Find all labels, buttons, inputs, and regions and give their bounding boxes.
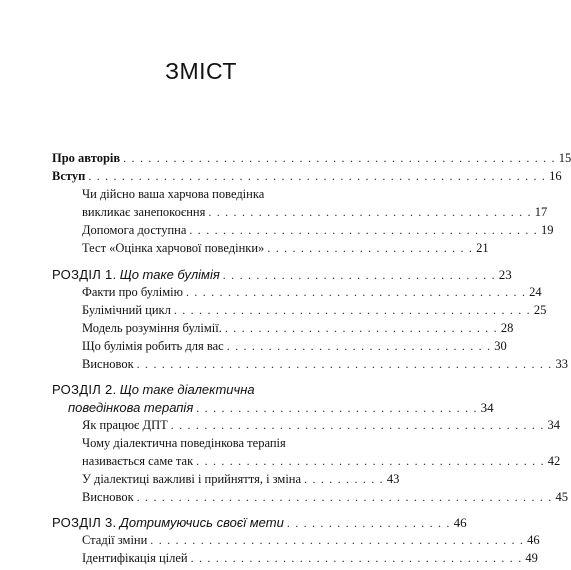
toc-entry-text: Ідентифікація цілей — [82, 551, 188, 565]
toc-page-number: 45 — [555, 490, 568, 504]
toc-entry-text: викликає занепокоєння — [82, 205, 206, 219]
toc-page-number: 25 — [533, 303, 547, 317]
toc-entry-text-line1[interactable]: Чому діалектична поведінкова терапія — [82, 436, 286, 450]
chapter-name-line2: поведінкова терапія — [68, 400, 194, 415]
chapter-label: РОЗДІЛ 2. — [52, 382, 117, 397]
toc-page-number: 34 — [547, 418, 561, 432]
chapter-label: РОЗДІЛ 1. — [52, 267, 117, 282]
toc-entry-about-authors[interactable]: Про авторів . . . . . . . . . . . . . . . . . . . . . . . . . . . . . . . . . . . . . . . . . . . . . . . . . . . . 15 — [52, 151, 571, 165]
toc-entry-how-dbt-works[interactable]: Як працює ДПТ . . . . . . . . . . . . . . . . . . . . . . . . . . . . . . . . . . . . . . . . . . . . . 34 — [82, 418, 561, 432]
toc-page-number: 23 — [498, 267, 512, 282]
toc-page-number: 21 — [476, 241, 489, 255]
toc-chapter-3[interactable]: РОЗДІЛ 3. Дотримуючись своєї мети . . . . . . . . . . . . . . . . . . . . 46 — [52, 515, 467, 530]
toc-page-number: 17 — [534, 205, 548, 219]
toc-entry-text: Тест «Оцінка харчової поведінки» — [82, 241, 265, 255]
toc-page-number: 30 — [494, 339, 507, 353]
toc-entry-bulimia-does[interactable]: Що булімія робить для вас . . . . . . . . . . . . . . . . . . . . . . . . . . . . . . . . 30 — [82, 339, 507, 353]
toc-entry-text: називається саме так — [82, 454, 194, 468]
toc-page-number: 16 — [549, 169, 562, 183]
toc-entry-bulimic-cycle[interactable]: Булімічний цикл . . . . . . . . . . . . . . . . . . . . . . . . . . . . . . . . . . . . . . . . . . . 25 — [82, 303, 547, 317]
toc-chapter-2[interactable]: поведінкова терапія . . . . . . . . . . . . . . . . . . . . . . . . . . . . . . . . . . 34 — [68, 400, 494, 415]
chapter-name: Що таке діалектична — [119, 382, 255, 397]
toc-page-number: 33 — [555, 357, 568, 371]
toc-entry-text: Що булімія робить для вас — [82, 339, 224, 353]
toc-entry-text: Висновок — [82, 490, 134, 504]
toc-entry-conclusion-2[interactable]: Висновок . . . . . . . . . . . . . . . . . . . . . . . . . . . . . . . . . . . . . . . . . . . . . . . . . . 45 — [82, 490, 568, 504]
toc-entry-stages-of-change[interactable]: Стадії зміни . . . . . . . . . . . . . . . . . . . . . . . . . . . . . . . . . . . . . . . . . . . . . 46 — [82, 533, 540, 547]
toc-entry-bulimia-facts[interactable]: Факти про булімію . . . . . . . . . . . . . . . . . . . . . . . . . . . . . . . . . . . . . . . . . 24 — [82, 285, 542, 299]
toc-entry-eating-concern[interactable]: викликає занепокоєння . . . . . . . . . . . . . . . . . . . . . . . . . . . . . . . . . . . . . . . 17 — [82, 205, 548, 219]
toc-chapter-2-line1[interactable] — [52, 383, 255, 396]
toc-page-number: 19 — [541, 223, 554, 237]
toc-entry-bulimia-model[interactable]: Модель розуміння булімії. . . . . . . . . . . . . . . . . . . . . . . . . . . . . . . . . . 28 — [82, 321, 514, 335]
chapter-label: РОЗДІЛ 3. — [52, 515, 117, 530]
toc-page-number: 46 — [527, 533, 540, 547]
toc-entry-conclusion-1[interactable]: Висновок . . . . . . . . . . . . . . . . . . . . . . . . . . . . . . . . . . . . . . . . . . . . . . . . . . 33 — [82, 357, 568, 371]
toc-entry-text: Модель розуміння булімії. — [82, 321, 222, 335]
toc-page-number: 24 — [529, 285, 542, 299]
toc-page-number: 49 — [525, 551, 538, 565]
toc-page-number: 15 — [558, 151, 571, 165]
toc-entry-text: Про авторів — [52, 151, 121, 165]
toc-entry-text: Стадії зміни — [82, 533, 148, 547]
toc-entry-goal-identification[interactable]: Ідентифікація цілей . . . . . . . . . . . . . . . . . . . . . . . . . . . . . . . . . . . . . . . . 49 — [82, 551, 538, 565]
toc-entry-why-called[interactable]: називається саме так . . . . . . . . . . . . . . . . . . . . . . . . . . . . . . . . . . . . . . . . . . 42 — [82, 454, 561, 468]
page-title: ЗМІСТ — [165, 58, 237, 84]
chapter-name: Що таке булімія — [119, 267, 220, 282]
toc-page-number: 28 — [500, 321, 514, 335]
toc-entry-text: Булімічний цикл — [82, 303, 171, 317]
toc-entry-text-line1[interactable]: Чи дійсно ваша харчова поведінка — [82, 187, 265, 201]
toc-page-number: 42 — [547, 454, 561, 468]
toc-entry-text: Висновок — [82, 357, 134, 371]
toc-page-number: 43 — [386, 472, 400, 486]
toc-entry-eating-test[interactable]: Тест «Оцінка харчової поведінки» . . . . . . . . . . . . . . . . . . . . . . . . . 21 — [82, 241, 489, 255]
toc-chapter-1[interactable]: РОЗДІЛ 1. Що таке булімія . . . . . . . . . . . . . . . . . . . . . . . . . . . . . . . . . 23 — [52, 267, 512, 282]
toc-page-number: 34 — [480, 400, 494, 415]
chapter-name: Дотримуючись своєї мети — [119, 515, 284, 530]
toc-entry-text: Факти про булімію — [82, 285, 183, 299]
toc-page-number: 46 — [453, 515, 467, 530]
toc-entry-text: Вступ — [52, 169, 86, 183]
toc-entry-text: У діалектиці важливі і прийняття, і зміна — [82, 472, 302, 486]
toc-entry-acceptance-change[interactable]: У діалектиці важливі і прийняття, і зміна . . . . . . . . . . 43 — [82, 472, 400, 486]
toc-entry-intro[interactable]: Вступ . . . . . . . . . . . . . . . . . . . . . . . . . . . . . . . . . . . . . . . . . . . . . . . . . . . . . . . 16 — [52, 169, 562, 183]
toc-entry-help-available[interactable]: Допомога доступна . . . . . . . . . . . . . . . . . . . . . . . . . . . . . . . . . . . . . . . . . . 19 — [82, 223, 554, 237]
toc-entry-text: Допомога доступна — [82, 223, 187, 237]
toc-entry-text: Як працює ДПТ — [82, 418, 168, 432]
